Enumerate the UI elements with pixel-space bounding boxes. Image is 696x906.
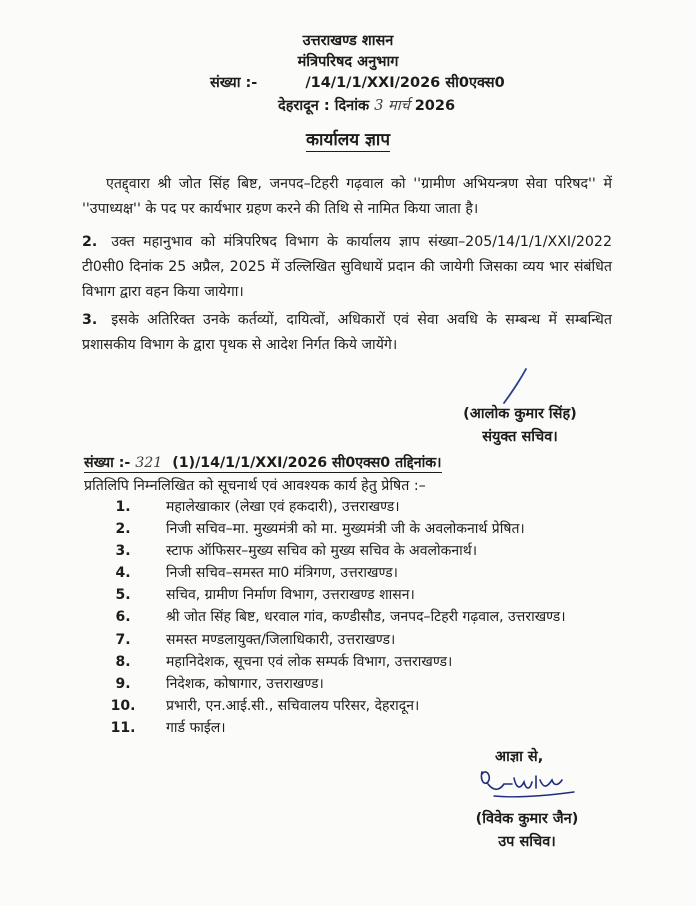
- paragraph-2: [82, 230, 612, 305]
- copy-recipient-text: सचिव, ग्रामीण निर्माण विभाग, उत्तराखण्ड शासन।: [166, 587, 415, 603]
- paragraph-1: एतद्द्वारा श्री जोत सिंह बिष्ट, जनपद–टिहरी गढ़वाल को ''ग्रामीण अभियन्त्रण सेवा परिषद'' में ''उपाध्यक्ष'' के पद पर कार्यभार ग्रहण करने की तिथि से नामित किया जाता है।: [82, 176, 612, 217]
- copy-recipient-text: निजी सचिव–समस्त मा0 मंत्रिगण, उत्तराखण्ड।: [166, 565, 398, 581]
- copy-recipient-item: [110, 585, 620, 606]
- signature-mark-1: [500, 366, 530, 406]
- copy-recipient-number: 6.: [115, 609, 131, 625]
- place-date-line: [278, 95, 455, 115]
- copy-intro: प्रतिलिपि निम्नलिखित को सूचनार्थ एवं आवश्यक कार्य हेतु प्रेषित :–: [84, 478, 426, 494]
- paragraph-3-number: 3.: [82, 312, 98, 328]
- date-year: 2026: [414, 98, 456, 114]
- copy-recipient-text: महानिदेशक, सूचना एवं लोक सम्पर्क विभाग, उत्तराखण्ड।: [166, 654, 453, 670]
- copy-recipient-number: 9.: [115, 676, 131, 692]
- signatory-1-name: (आलोक कुमार सिंह): [463, 406, 577, 422]
- signature-mark-2: [474, 762, 584, 806]
- copy-recipient-number: 11.: [110, 720, 136, 736]
- signatory-2-designation: उप सचिव।: [498, 834, 556, 850]
- copy-recipient-item: [110, 519, 620, 540]
- copy-recipient-text: प्रभारी, एन.आई.सी., सचिवालय परिसर, देहरादून।: [166, 698, 420, 714]
- copy-recipient-number: 7.: [115, 632, 131, 648]
- handwritten-date: 3 मार्च: [374, 98, 410, 114]
- paragraph-3-text: इसके अतिरिक्त उनके कर्तव्यों, दायित्वों, अधिकारों एवं सेवा अवधि के सम्बन्ध में सम्बन्धित प्रशासकीय विभाग के द्वारा पृथक से आदेश निर्गत किये जायेंगे।: [82, 312, 612, 353]
- copy-recipient-text: श्री जोत सिंह बिष्ट, धरवाल गांव, कण्डीसौड, जनपद–टिहरी गढ़वाल, उत्तराखण्ड।: [166, 609, 566, 625]
- copy-recipient-item: [110, 652, 620, 673]
- copy-reference-label: संख्या :-: [84, 455, 131, 471]
- copy-recipient-item: [110, 630, 620, 651]
- copy-recipient-item: [110, 674, 620, 695]
- signatory-1-designation: संयुक्त सचिव।: [482, 429, 558, 445]
- copy-recipient-item: [110, 607, 620, 628]
- paragraph-2-number: 2.: [82, 234, 98, 250]
- copy-recipient-number: 8.: [115, 654, 131, 670]
- copy-recipient-number: 4.: [115, 565, 131, 581]
- copy-reference-number: (1)/14/1/1/XXI/2026 सी0एक्स0 तद्दिनांक।: [172, 455, 442, 471]
- copy-recipient-item: [110, 696, 620, 717]
- copy-recipient-item: [110, 541, 620, 562]
- copy-recipient-number: 10.: [110, 698, 136, 714]
- copy-recipient-list: [110, 497, 620, 740]
- copy-recipient-text: गार्ड फाईल।: [166, 720, 226, 736]
- copy-recipient-item: [110, 718, 620, 739]
- reference-label: संख्या :-: [210, 75, 258, 91]
- paragraph-2-text: उक्त महानुभाव को मंत्रिपरिषद विभाग के कार्यालय ज्ञाप संख्या–205/14/1/1/XXI/2022 टी0सी0 दिनांक 25 अप्रैल, 2025 में उल्लिखित सुविधायें प्रदान की जायेगी जिसका व्यय भार संबंधित विभाग द्वारा वहन किया जायेगा।: [82, 234, 612, 300]
- copy-recipient-text: महालेखाकार (लेखा एवं हकदारी), उत्तराखण्ड।: [166, 499, 400, 515]
- copy-recipient-item: [110, 497, 620, 518]
- reference-number: /14/1/1/XXI/2026 सी0एक्स0: [305, 75, 505, 91]
- copy-recipient-text: स्टाफ ऑफिसर–मुख्य सचिव को मुख्य सचिव के अवलोकनार्थ।: [166, 543, 478, 559]
- signatory-2-name: (विवेक कुमार जैन): [475, 811, 579, 827]
- department-heading: मंत्रिपरिषद अनुभाग: [297, 54, 399, 70]
- copy-recipient-text: समस्त मण्डलायुक्त/जिलाधिकारी, उत्तराखण्ड।: [166, 632, 396, 648]
- signatory-2: [452, 808, 602, 851]
- reference-number-line: [210, 72, 505, 92]
- copy-recipient-number: 2.: [115, 521, 131, 537]
- copy-reference-line: [84, 453, 442, 472]
- copy-recipient-item: [110, 563, 620, 584]
- copy-recipient-text: निदेशक, कोषागार, उत्तराखण्ड।: [166, 676, 324, 692]
- copy-recipient-number: 1.: [115, 499, 131, 515]
- copy-recipient-number: 5.: [115, 587, 131, 603]
- copy-reference-handwritten-number: 321: [135, 455, 163, 471]
- govt-heading: उत्तराखण्ड शासन: [302, 33, 394, 49]
- copy-recipient-number: 3.: [115, 543, 131, 559]
- place-date-label: देहरादून : दिनांक: [278, 98, 370, 114]
- signatory-1: [440, 403, 600, 446]
- document-title: कार्यालय ज्ञाप: [306, 130, 390, 150]
- copy-recipient-text: निजी सचिव–मा. मुख्यमंत्री को मा. मुख्यमंत्री जी के अवलोकनार्थ प्रेषित।: [166, 521, 525, 537]
- order-text: आज्ञा से,: [495, 749, 544, 765]
- paragraph-3: [82, 308, 612, 358]
